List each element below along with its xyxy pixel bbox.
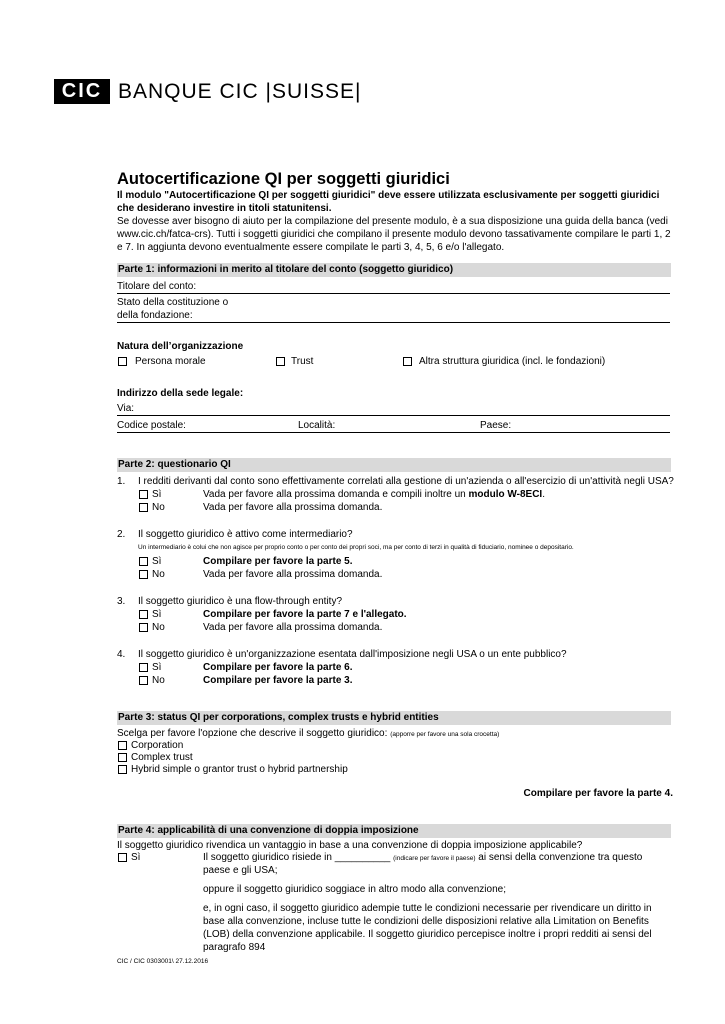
intro-text: Se dovesse aver bisogno di aiuto per la compilazione del presente modulo, è a sua disposizione una guida della banca (vedi www.cic.ch/fatca-crs). Tutti i soggetti giuridici che compilano il presente modulo devono tassativamente compilare le parti 1, 2 e 7. In aggiunta devono eventualmente essere compilate le parti 3, 4, 5, 6 e/o l'allegato. (117, 216, 671, 253)
part4-line3: oppure il soggetto giuridico soggiace in altro modo alla convenzione; (203, 884, 506, 895)
q1-yes-label: Sì (152, 489, 162, 500)
option-persona-morale: Persona morale (135, 356, 206, 367)
checkbox-hybrid[interactable] (118, 765, 127, 774)
state-label-line1: Stato della costituzione o (117, 297, 229, 308)
q4-no-text: Compilare per favore la parte 3. (203, 675, 353, 686)
q4-no-checkbox[interactable] (139, 676, 148, 685)
q1-no-label: No (152, 502, 165, 513)
street-label: Via: (117, 403, 135, 414)
option-complex-trust: Complex trust (131, 752, 193, 763)
q2-no-label: No (152, 569, 165, 580)
city-label: Località: (298, 420, 336, 431)
q3-yes-checkbox[interactable] (139, 610, 148, 619)
option-trust: Trust (291, 356, 314, 367)
q2-no-text: Vada per favore alla prossima domanda. (203, 569, 383, 580)
option-corporation: Corporation (131, 740, 184, 751)
q1-yes-text: Vada per favore alla prossima domanda e compili inoltre un modulo W-8ECI. (203, 489, 545, 500)
checkbox-complex-trust[interactable] (118, 753, 127, 762)
q3-yes-text: Compilare per favore la parte 7 e l'allegato. (203, 609, 407, 620)
part4-question: Il soggetto giuridico rivendica un vantaggio in base a una convenzione di doppia imposizione applicabile? (117, 840, 583, 851)
q4-text: Il soggetto giuridico è un'organizzazione esentata dall'imposizione negli USA o un ente pubblico? (138, 649, 567, 660)
postal-code-label: Codice postale: (117, 420, 186, 431)
q1-text: I redditi derivanti dal conto sono effettivamente correlati alla gestione di un'azienda o all'esercizio di un'attività negli USA? (138, 476, 674, 487)
q2-number: 2. (117, 529, 126, 540)
q1-yes-checkbox[interactable] (139, 490, 148, 499)
q2-yes-label: Sì (152, 556, 162, 567)
part3-footer-note: Compilare per favore la parte 4. (523, 788, 673, 799)
part4-yes-label: Sì (131, 852, 141, 863)
intro-bold: Il modulo "Autocertificazione QI per soggetti giuridici" deve essere utilizzata esclusivamente per soggetti giuridici che desiderano investire in titoli statunitensi. (117, 190, 660, 214)
part1-heading: Parte 1: informazioni in merito al titolare del conto (soggetto giuridico) (117, 263, 671, 277)
part4-heading: Parte 4: applicabilità di una convenzione di doppia imposizione (117, 824, 671, 838)
part4-yes-checkbox[interactable] (118, 853, 127, 862)
q2-note: Un intermediario è colui che non agisce per proprio conto o per conto dei propri soci, ma per conto di terzi in qualità di fiduciario, nominee o depositario. (138, 544, 574, 551)
checkbox-altra-struttura[interactable] (403, 357, 412, 366)
part4-line2: paese e gli USA; (203, 865, 278, 876)
country-label: Paese: (480, 420, 512, 431)
part3-heading: Parte 3: status QI per corporations, complex trusts e hybrid entities (117, 711, 671, 725)
part4-line4: e, in ogni caso, il soggetto giuridico adempie tutte le condizioni necessarie per rivendicare un diritto in base alla convenzione, incluse tutte le condizioni delle disposizioni relative alla Limitation on Benefits (LOB) della convenzione applicabile. Il soggetto giuridico percepisce inoltre i propri redditi ai sensi del paragrafo 894 (203, 903, 652, 953)
q1-no-text: Vada per favore alla prossima domanda. (203, 502, 383, 513)
q3-no-label: No (152, 622, 165, 633)
bank-logo-mark: CIC (54, 79, 110, 104)
q4-yes-text: Compilare per favore la parte 6. (203, 662, 353, 673)
q3-yes-label: Sì (152, 609, 162, 620)
nature-heading: Natura dell’organizzazione (117, 341, 244, 352)
account-holder-label: Titolare del conto: (117, 281, 197, 292)
state-field[interactable] (117, 322, 670, 323)
q2-yes-checkbox[interactable] (139, 557, 148, 566)
q4-no-label: No (152, 675, 165, 686)
q3-number: 3. (117, 596, 126, 607)
q4-number: 4. (117, 649, 126, 660)
postal-city-country-field[interactable] (117, 432, 670, 433)
part4-line1: Il soggetto giuridico risiede in __________ (indicare per favore il paese) ai sensi della convenzione tra questo (203, 852, 643, 863)
q1-number: 1. (117, 476, 126, 487)
state-label-line2: della fondazione: (117, 310, 193, 321)
q2-text: Il soggetto giuridico è attivo come intermediario? (138, 529, 353, 540)
checkbox-corporation[interactable] (118, 741, 127, 750)
q4-yes-label: Sì (152, 662, 162, 673)
option-hybrid: Hybrid simple o grantor trust o hybrid partnership (131, 764, 348, 775)
q3-no-text: Vada per favore alla prossima domanda. (203, 622, 383, 633)
part2-heading: Parte 2: questionario QI (117, 458, 671, 472)
q1-no-checkbox[interactable] (139, 503, 148, 512)
part3-instruction: Scelga per favore l'opzione che descrive il soggetto giuridico: (apporre per favore una sola crocetta) (117, 728, 500, 739)
q2-yes-text: Compilare per favore la parte 5. (203, 556, 353, 567)
form-title: Autocertificazione QI per soggetti giuridici (117, 170, 450, 188)
q2-no-checkbox[interactable] (139, 570, 148, 579)
account-holder-field[interactable] (117, 293, 670, 294)
street-field[interactable] (117, 415, 670, 416)
option-altra-struttura: Altra struttura giuridica (incl. le fondazioni) (419, 356, 606, 367)
checkbox-trust[interactable] (276, 357, 285, 366)
footer-code: CIC / CIC 0303001\ 27.12.2016 (117, 958, 209, 965)
form-intro (117, 189, 673, 254)
q3-no-checkbox[interactable] (139, 623, 148, 632)
checkbox-persona-morale[interactable] (118, 357, 127, 366)
bank-name: BANQUE CIC |SUISSE| (118, 80, 362, 103)
q4-yes-checkbox[interactable] (139, 663, 148, 672)
address-heading: Indirizzo della sede legale: (117, 388, 244, 399)
q3-text: Il soggetto giuridico è una flow-through entity? (138, 596, 343, 607)
